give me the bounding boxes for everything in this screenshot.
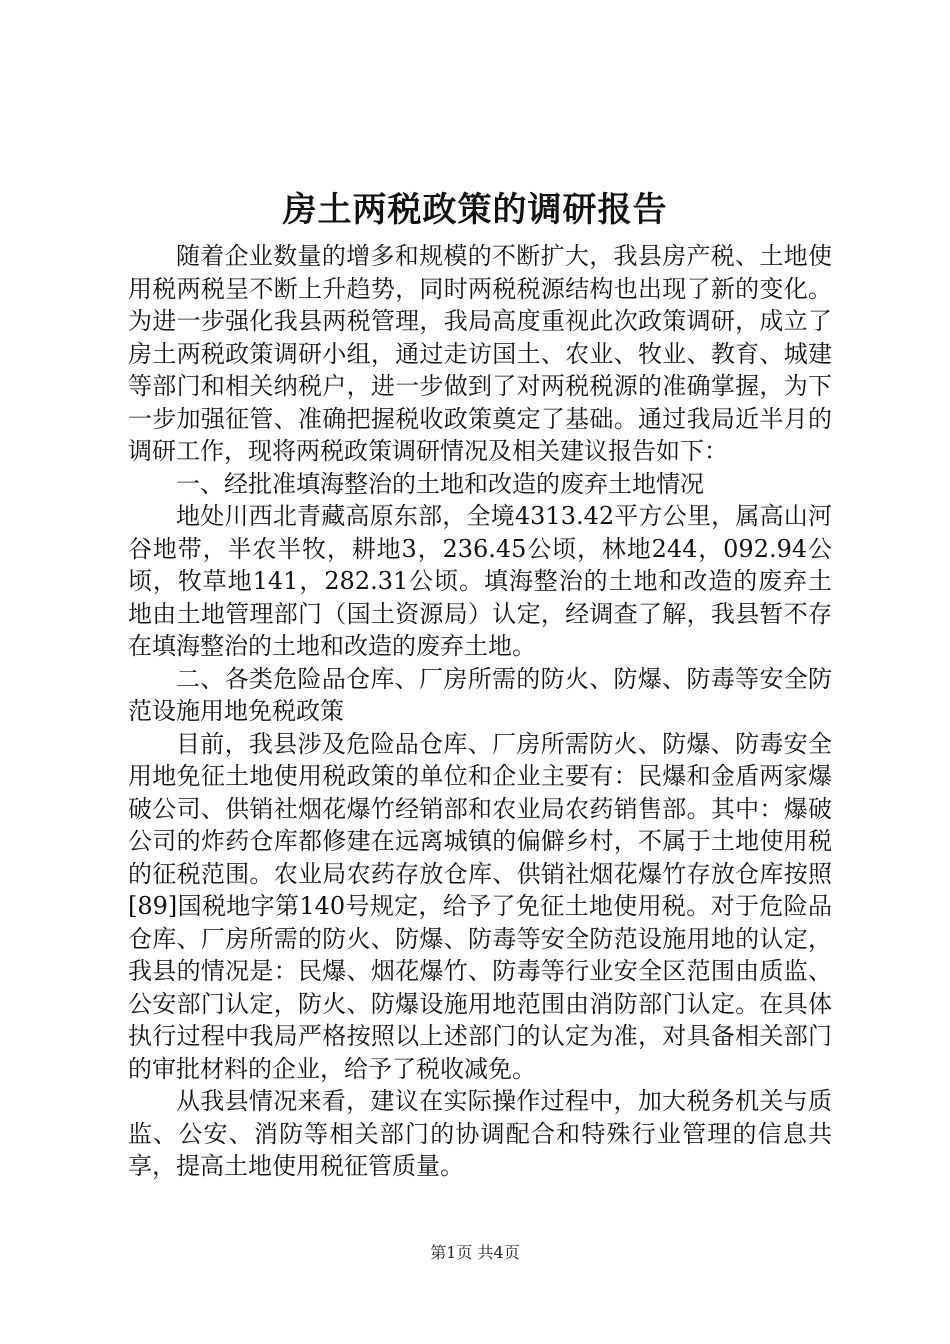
intro-paragraph: 随着企业数量的增多和规模的不断扩大，我县房产税、土地使用税两税呈不断上升趋势，同时两税税源结构也出现了新的变化。为进一步强化我县两税管理，我局高度重视此次政策调研，成立了房土两税政策调研小组，通过走访国土、农业、牧业、教育、城建等部门和相关纳税户，进一步做到了对两税税源的准确掌握，为下一步加强征管、准确把握税收政策奠定了基础。通过我局近半月的调研工作，现将两税政策调研情况及相关建议报告如下： xyxy=(128,242,832,465)
section-heading-2: 二、各类危险品仓库、厂房所需的防火、防爆、防毒等安全防范设施用地免税政策 xyxy=(128,664,832,725)
recommendation-paragraph: 从我县情况来看，建议在实际操作过程中，加大税务机关与质监、公安、消防等相关部门的协调配合和特殊行业管理的信息共享，提高土地使用税征管质量。 xyxy=(128,1087,832,1180)
page-number-footer: 第1页 共4页 xyxy=(430,1243,520,1262)
section-2-paragraph: 目前，我县涉及危险品仓库、厂房所需防火、防爆、防毒安全用地免征土地使用税政策的单位和企业主要有：民爆和金盾两家爆破公司、供销社烟花爆竹经销部和农业局农药销售部。其中：爆破公司的炸药仓库都修建在远离城镇的偏僻乡村，不属于土地使用税的征税范围。农业局农药存放仓库、供销社烟花爆竹存放仓库按照[89]国税地字第140号规定，给予了免征土地使用税。对于危险品仓库、厂房所需的防火、防爆、防毒等安全防范设施用地的认定，我县的情况是：民爆、烟花爆竹、防毒等行业安全区范围由质监、公安部门认定，防火、防爆设施用地范围由消防部门认定。在具体执行过程中我局严格按照以上述部门的认定为准，对具备相关部门的审批材料的企业，给予了税收减免。 xyxy=(128,729,832,1083)
document-title: 房土两税政策的调研报告 xyxy=(282,190,668,230)
section-1-paragraph: 地处川西北青藏高原东部，全境4313.42平方公里，属高山河谷地带，半农半牧，耕地3，236.45公顷，林地244，092.94公顷，牧草地141，282.31公顷。填海整治的土地和改造的废弃土地由土地管理部门（国土资源局）认定，经调查了解，我县暂不存在填海整治的土地和改造的废弃土地。 xyxy=(128,502,832,660)
section-heading-1: 一、经批准填海整治的土地和改造的废弃土地情况 xyxy=(176,469,704,498)
document-body xyxy=(128,240,832,1183)
